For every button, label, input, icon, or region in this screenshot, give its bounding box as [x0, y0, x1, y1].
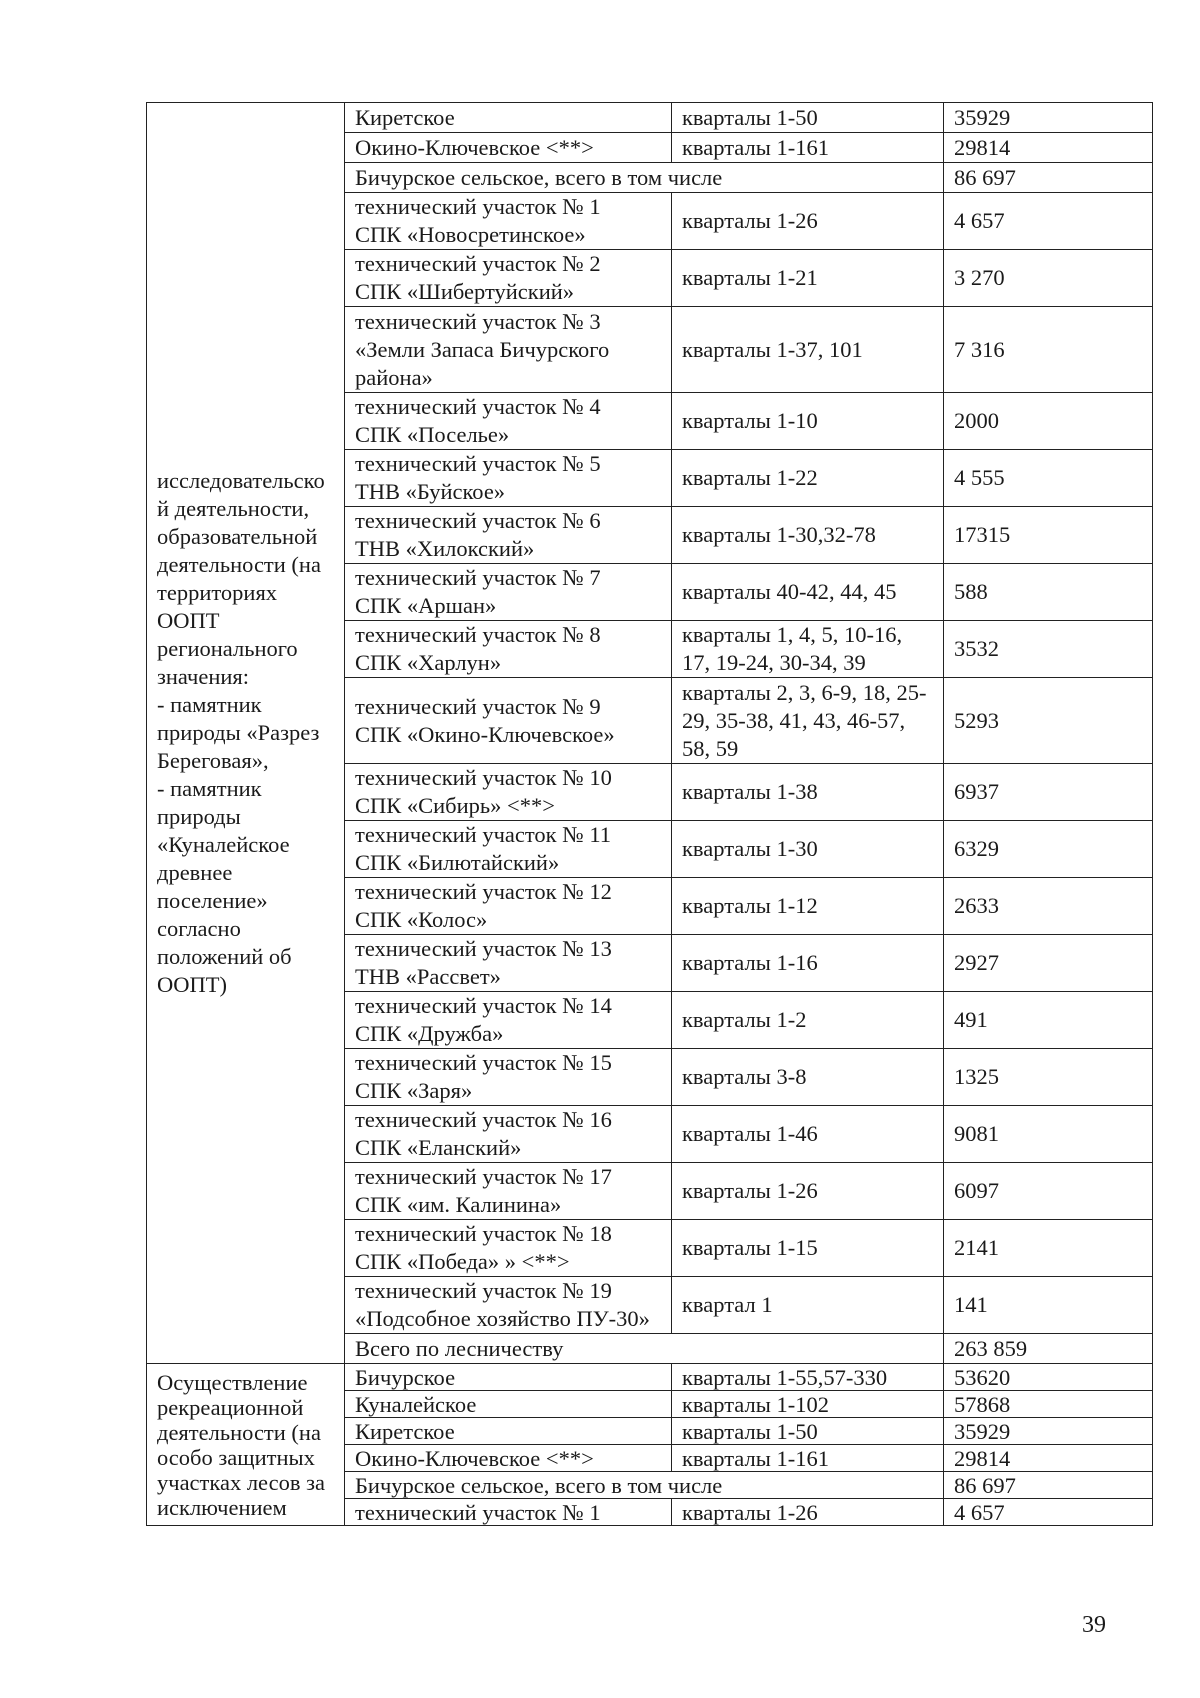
area-name-cell: Окино-Ключевское <**>	[345, 133, 672, 163]
area-value-cell: 53620	[944, 1364, 1153, 1391]
quarters-cell: кварталы 1-30	[672, 821, 944, 878]
area-value-cell: 588	[944, 564, 1153, 621]
area-value-cell: 29814	[944, 133, 1153, 163]
area-value-cell: 3 270	[944, 250, 1153, 307]
area-name-cell: технический участок № 10 СПК «Сибирь» <**>	[345, 764, 672, 821]
quarters-cell: кварталы 1, 4, 5, 10-16, 17, 19-24, 30-34, 39	[672, 621, 944, 678]
area-value-cell: 5293	[944, 678, 1153, 764]
area-value-cell: 141	[944, 1277, 1153, 1334]
quarters-cell: кварталы 1-2	[672, 992, 944, 1049]
page-number: 39	[1082, 1612, 1106, 1638]
table-row	[147, 1364, 1153, 1391]
area-name-cell: Бичурское сельское, всего в том числе	[345, 1472, 944, 1499]
quarters-cell: кварталы 1-21	[672, 250, 944, 307]
quarters-cell: кварталы 1-50	[672, 1418, 944, 1445]
area-name-cell: Куналейское	[345, 1391, 672, 1418]
area-name-cell: технический участок № 14 СПК «Дружба»	[345, 992, 672, 1049]
area-name-cell: технический участок № 1	[345, 1499, 672, 1526]
area-name-cell: Окино-Ключевское <**>	[345, 1445, 672, 1472]
quarters-cell: кварталы 1-37, 101	[672, 307, 944, 393]
area-value-cell: 2000	[944, 393, 1153, 450]
area-name-cell: Бичурское	[345, 1364, 672, 1391]
area-value-cell: 6329	[944, 821, 1153, 878]
area-value-cell: 4 657	[944, 1499, 1153, 1526]
area-name-cell: технический участок № 1 СПК «Новосретинское»	[345, 193, 672, 250]
area-name-cell: Всего по лесничеству	[345, 1334, 944, 1364]
area-value-cell: 35929	[944, 1418, 1153, 1445]
area-value-cell: 9081	[944, 1106, 1153, 1163]
quarters-cell: кварталы 1-55,57-330	[672, 1364, 944, 1391]
quarters-cell: кварталы 1-161	[672, 133, 944, 163]
quarters-cell: кварталы 1-161	[672, 1445, 944, 1472]
quarters-cell: кварталы 1-12	[672, 878, 944, 935]
forestry-table	[146, 102, 1153, 1526]
area-value-cell: 491	[944, 992, 1153, 1049]
quarters-cell: кварталы 1-16	[672, 935, 944, 992]
quarters-cell: кварталы 1-26	[672, 1163, 944, 1220]
area-value-cell: 17315	[944, 507, 1153, 564]
area-name-cell: технический участок № 13 ТНВ «Рассвет»	[345, 935, 672, 992]
area-name-cell: технический участок № 9 СПК «Окино-Ключевское»	[345, 678, 672, 764]
area-name-cell: технический участок № 6 ТНВ «Хилокский»	[345, 507, 672, 564]
area-value-cell: 6097	[944, 1163, 1153, 1220]
area-value-cell: 2633	[944, 878, 1153, 935]
quarters-cell: кварталы 1-38	[672, 764, 944, 821]
area-name-cell: технический участок № 12 СПК «Колос»	[345, 878, 672, 935]
quarters-cell: кварталы 1-46	[672, 1106, 944, 1163]
quarters-cell: кварталы 1-15	[672, 1220, 944, 1277]
purpose-cell: исследовательско й деятельности, образовательной деятельности (на территориях ООПТ регионального значения: - памятник природы «Разрез Береговая», - памятник природы «Куналейское древнее поселение» согласно положений об ООПТ)	[147, 103, 345, 1364]
area-value-cell: 35929	[944, 103, 1153, 133]
table-row	[147, 103, 1153, 133]
quarters-cell: кварталы 3-8	[672, 1049, 944, 1106]
area-value-cell: 86 697	[944, 163, 1153, 193]
area-value-cell: 57868	[944, 1391, 1153, 1418]
quarters-cell: кварталы 1-22	[672, 450, 944, 507]
quarters-cell: кварталы 40-42, 44, 45	[672, 564, 944, 621]
area-name-cell: Киретское	[345, 1418, 672, 1445]
area-name-cell: Киретское	[345, 103, 672, 133]
forestry-table-body	[147, 103, 1153, 1526]
area-name-cell: технический участок № 16 СПК «Еланский»	[345, 1106, 672, 1163]
area-name-cell: технический участок № 4 СПК «Поселье»	[345, 393, 672, 450]
area-value-cell: 2141	[944, 1220, 1153, 1277]
area-name-cell: технический участок № 15 СПК «Заря»	[345, 1049, 672, 1106]
quarters-cell: кварталы 1-102	[672, 1391, 944, 1418]
area-name-cell: технический участок № 11 СПК «Билютайский»	[345, 821, 672, 878]
area-value-cell: 263 859	[944, 1334, 1153, 1364]
purpose-cell: Осуществление рекреационной деятельности (на особо защитных участках лесов за исключением	[147, 1364, 345, 1526]
area-name-cell: технический участок № 2 СПК «Шибертуйский»	[345, 250, 672, 307]
area-value-cell: 29814	[944, 1445, 1153, 1472]
area-value-cell: 3532	[944, 621, 1153, 678]
area-name-cell: технический участок № 17 СПК «им. Калинина»	[345, 1163, 672, 1220]
area-name-cell: технический участок № 3 «Земли Запаса Бичурского района»	[345, 307, 672, 393]
quarters-cell: квартал 1	[672, 1277, 944, 1334]
area-value-cell: 4 555	[944, 450, 1153, 507]
quarters-cell: кварталы 1-50	[672, 103, 944, 133]
quarters-cell: кварталы 2, 3, 6-9, 18, 25-29, 35-38, 41, 43, 46-57, 58, 59	[672, 678, 944, 764]
quarters-cell: кварталы 1-30,32-78	[672, 507, 944, 564]
area-name-cell: Бичурское сельское, всего в том числе	[345, 163, 944, 193]
area-value-cell: 2927	[944, 935, 1153, 992]
quarters-cell: кварталы 1-10	[672, 393, 944, 450]
area-value-cell: 7 316	[944, 307, 1153, 393]
area-name-cell: технический участок № 8 СПК «Харлун»	[345, 621, 672, 678]
area-name-cell: технический участок № 5 ТНВ «Буйское»	[345, 450, 672, 507]
quarters-cell: кварталы 1-26	[672, 1499, 944, 1526]
area-name-cell: технический участок № 18 СПК «Победа» » <**>	[345, 1220, 672, 1277]
area-value-cell: 4 657	[944, 193, 1153, 250]
quarters-cell: кварталы 1-26	[672, 193, 944, 250]
area-value-cell: 1325	[944, 1049, 1153, 1106]
area-value-cell: 86 697	[944, 1472, 1153, 1499]
area-name-cell: технический участок № 7 СПК «Аршан»	[345, 564, 672, 621]
area-value-cell: 6937	[944, 764, 1153, 821]
area-name-cell: технический участок № 19 «Подсобное хозяйство ПУ-30»	[345, 1277, 672, 1334]
